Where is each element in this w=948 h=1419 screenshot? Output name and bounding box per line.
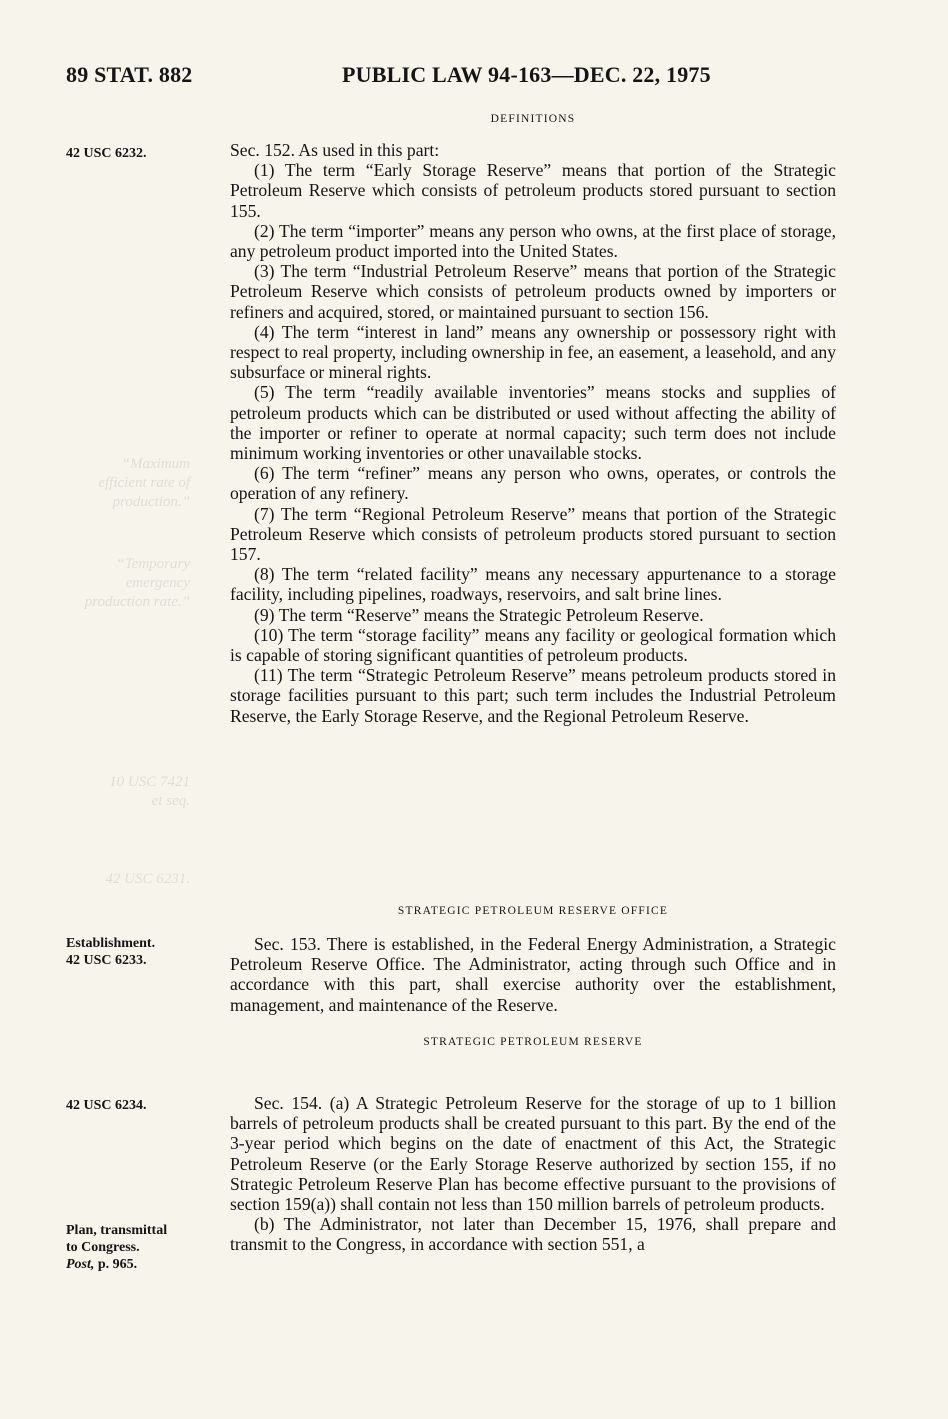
definition-item: (6) The term “refiner” means any person who owns, operates, or controls the operation of any refinery. bbox=[230, 463, 836, 504]
definition-item: (4) The term “interest in land” means any ownership or possessory right with respect to real property, including ownership in fee, an easement, a leasehold, and any subsurface or mineral rights. bbox=[230, 321, 836, 383]
definition-item: (7) The term “Regional Petroleum Reserve” means that portion of the Strategic Petroleum Reserve which consists of petroleum products stored pursuant to section 157. bbox=[230, 503, 836, 565]
heading-reserve: STRATEGIC PETROLEUM RESERVE bbox=[423, 1036, 643, 1048]
section-153-text: Sec. 153. There is established, in the Federal Energy Administration, a Strategic Petroleum Reserve Office. The Administrator, acting through such Office and in accordance with this part, shall exercise authority over the establishment, management, and maintenance of the Reserve. bbox=[230, 934, 836, 1015]
running-header bbox=[66, 62, 766, 92]
bleed-through-note-4: 42 USC 6231. bbox=[105, 871, 190, 887]
margin-note-establishment: Establishment. 42 USC 6233. bbox=[66, 936, 156, 968]
section-154-subsection-a: Sec. 154. (a) A Strategic Petroleum Reserve for the storage of up to 1 billion barrels of petroleum products shall be created pursuant to this part. By the end of the 3-year period which begins on the date of enactment of this Act, the Strategic Petroleum Reserve (or the Early Storage Reserve authorized by section 155, if no Strategic Petroleum Reserve Plan has become effective pursuant to the provisions of section 159(a)) shall contain not less than 150 million barrels of petroleum products. bbox=[230, 1093, 836, 1215]
definition-item: (9) The term “Reserve” means the Strategic Petroleum Reserve. bbox=[254, 604, 704, 625]
definition-item: (11) The term “Strategic Petroleum Reserve” means petroleum products stored in storage facilities pursuant to this part; such term includes the Industrial Petroleum Reserve, the Early Storage Reserve, and the Regional Petroleum Reserve. bbox=[230, 665, 836, 726]
margin-note-plan-transmittal: Plan, transmittal to Congress. Post, p. 965. bbox=[66, 1223, 168, 1272]
definition-item: (2) The term “importer” means any person who owns, at the first place of storage, any petroleum product imported into the United States. bbox=[230, 220, 836, 262]
stat-page-number: 89 STAT. 882 bbox=[66, 62, 193, 87]
definition-item: (3) The term “Industrial Petroleum Reserve” means that portion of the Strategic Petroleum Reserve which consists of petroleum products owned by importers or refiners and acquired, stored, or maintained pursuant to section 156. bbox=[230, 261, 836, 322]
bleed-through-note-1: “Maximum efficient rate of production.” bbox=[98, 456, 190, 510]
heading-definitions: DEFINITIONS bbox=[490, 113, 576, 125]
margin-note-usc-6234: 42 USC 6234. bbox=[66, 1098, 147, 1113]
section-153 bbox=[230, 934, 836, 1015]
bleed-through-note-3: 10 USC 7421 et seq. bbox=[109, 774, 190, 809]
definition-item: (8) The term “related facility” means any necessary appurtenance to a storage facility, including pipelines, roadways, reservoirs, and salt brine lines. bbox=[230, 564, 836, 605]
bleed-through-note-2: “Temporary emergency production rate.” bbox=[84, 556, 190, 610]
section-152 bbox=[230, 140, 836, 726]
heading-reserve-office: STRATEGIC PETROLEUM RESERVE OFFICE bbox=[397, 905, 669, 917]
definition-item: (5) The term “readily available inventories” means stocks and supplies of petroleum products which can be distributed or used without affecting the ability of the importer or refiner to operate at normal capacity; such term does not include minimum working inventories or other unavailable stocks. bbox=[230, 382, 836, 464]
definition-item: (1) The term “Early Storage Reserve” means that portion of the Strategic Petroleum Reserve which consists of petroleum products stored pursuant to section 155. bbox=[230, 160, 836, 221]
public-law-title: PUBLIC LAW 94-163—DEC. 22, 1975 bbox=[342, 62, 711, 87]
section-152-intro: Sec. 152. As used in this part: bbox=[230, 140, 440, 160]
section-154-subsection-b: (b) The Administrator, not later than December 15, 1976, shall prepare and transmit to the Congress, in accordance with section 551, a bbox=[230, 1214, 836, 1255]
margin-note-usc-6232: 42 USC 6232. bbox=[66, 146, 147, 161]
section-154 bbox=[230, 1093, 836, 1255]
definition-item: (10) The term “storage facility” means any facility or geological formation which is capable of storing significant quantities of petroleum products. bbox=[230, 624, 836, 666]
